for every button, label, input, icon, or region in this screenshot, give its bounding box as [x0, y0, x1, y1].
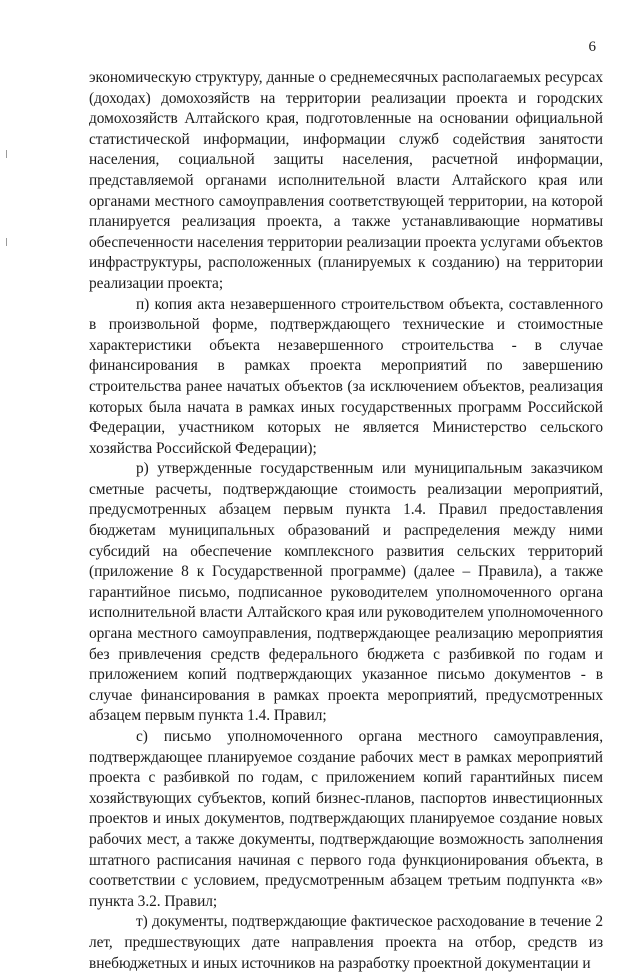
paragraph-item-r: р) утвержденные государственным или муниципальным заказчиком сметные расчеты, подтверждающие стоимость реализации мероприятий, предусмотренных абзацем первым пункта 1.4. Правил предоставления бюджетам муниципальных образований и распределения между ними субсидий на обеспечение комплексного развития сельских территорий (приложение 8 к Государственной программе) (далее – Правила), а также гарантийное письмо, подписанное руководителем уполномоченного органа исполнительной власти Алтайского края или руководителем уполномоченного органа местного самоуправления, подтверждающее реализацию мероприятия без привлечения средств федерального бюджета с разбивкой по годам и приложением копий подтверждающих указанное письмо документов - в случае финансирования в рамках проекта мероприятий, предусмотренных абзацем первым пункта 1.4. Правил;: [89, 460, 603, 725]
paragraph-item-p: п) копия акта незавершенного строительством объекта, составленного в произвольной форме, подтверждающего технические и стоимостные характеристики объекта незавершенного строительства - в случае финансирования в рамках проекта мероприятий по завершению строительства ранее начатых объектов (за исключением объектов, реализация которых была начата в рамках иных государственных программ Российской Федерации, участником которых не является Министерство сельского хозяйства Российской Федерации);: [89, 295, 603, 457]
paragraph-continuation: экономическую структуру, данные о среднемесячных располагаемых ресурсах (доходах) домохозяйств на территории реализации проекта и городских домохозяйств Алтайского края, подготовленные на основании официальной статистической информации, информации служб содействия занятости населения, социальной защиты населения, расчетной информации, представляемой органами исполнительной власти Алтайского края или органами местного самоуправления соответствующей территории, на которой планируется реализация проекта, а также устанавливающие нормативы обеспеченности населения территории реализации проекта услугами объектов инфраструктуры, расположенных (планируемых к созданию) на территории реализации проекта;: [89, 69, 603, 292]
page-number: 6: [588, 39, 596, 55]
margin-tick-mark: [6, 238, 7, 246]
paragraph-item-t: т) документы, подтверждающие фактическое расходование в течение 2 лет, предшествующих дате направления проекта на отбор, средств из внебюджетных и иных источников на разработку проектной документации и: [89, 913, 603, 972]
margin-tick-mark: [6, 150, 7, 158]
paragraph-item-s: с) письмо уполномоченного органа местного самоуправления, подтверждающее планируемое создание рабочих мест в рамках мероприятий проекта с разбивкой по годам, с приложением копий гарантийных писем хозяйствующих субъектов, копий бизнес-планов, паспортов инвестиционных проектов и иных документов, подтверждающих планируемое создание новых рабочих мест, а также документы, подтверждающие возможность заполнения штатного расписания начиная с первого года функционирования объекта, в соответствии с условием, предусмотренным абзацем третьим подпункта «в» пункта 3.2. Правил;: [89, 728, 603, 910]
document-body: [89, 68, 603, 974]
